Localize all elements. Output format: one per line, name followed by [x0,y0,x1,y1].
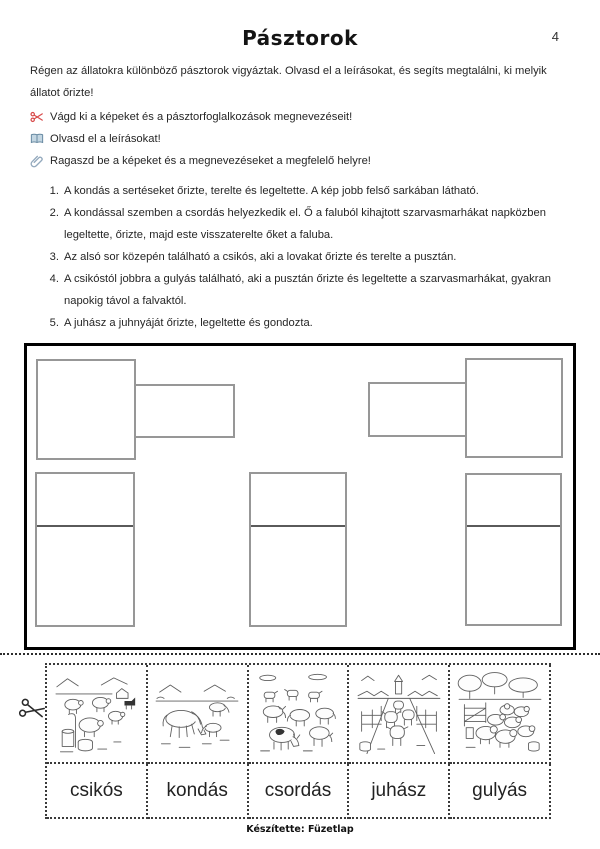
instruction-read [30,128,578,150]
card-image-village-road [349,665,450,764]
clue-number: 3. [49,251,59,263]
clue-number: 2. [49,207,59,219]
instruction-glue-text: Ragaszd be a képeket és a megnevezéseket a megfelelő helyre! [50,155,371,167]
slot-bottom-right [465,473,562,626]
instruction-cut-text: Vágd ki a képeket és a pásztorfoglalkozások megnevezéseit! [50,111,353,123]
paperclip-icon [30,154,44,168]
clue-item [45,312,578,334]
sheep-flock-with-dog-image [51,669,141,758]
slot-bottom-center [249,472,347,627]
card-label-gulyas: gulyás [450,764,551,819]
cutout-cards [45,663,551,819]
instruction-read-text: Olvasd el a leírásokat! [50,133,161,145]
cattle-herd-image [253,669,343,758]
card-image-sheep-flock [47,665,148,764]
image-slot-top-right [465,358,563,458]
instruction-glue [30,150,578,172]
clue-item [45,246,578,268]
card-image-pig-herd [450,665,551,764]
text-column [30,60,578,334]
label-slot-bottom-center [251,474,345,527]
page-title: Pásztorok [242,26,358,50]
card-label-csikos: csikós [47,764,148,819]
clue-list [45,180,578,334]
cattle-on-village-road-image [354,669,444,758]
slot-bottom-left [35,472,135,627]
label-slot-bottom-right [467,475,560,527]
card-image-cattle-herd [249,665,350,764]
footer-credit: Készítette: Füzetlap [246,824,354,835]
clue-item [45,268,578,312]
cut-line [0,653,600,655]
label-slot-top-left [134,384,235,438]
intro-paragraph: Régen az állatokra különböző pásztorok vigyáztak. Olvasd el a leírásokat, és segíts megtalálni, ki melyik állatot őrizte! [30,65,547,99]
clue-item [45,180,578,202]
clue-text: A csikóstól jobbra a gulyás található, aki a pusztán őrizte és legeltette a szarvasmarhákat, gyakran napokig távol a falvaktól. [64,273,551,307]
clue-text: A juhász a juhnyáját őrizte, legeltette és gondozta. [64,317,313,329]
clue-text: Az alsó sor közepén található a csikós, aki a lovakat őrizte és terelte a pusztán. [64,251,457,263]
clue-number: 1. [49,185,59,197]
grazing-horses-image [152,669,242,758]
pig-herd-at-gate-image [455,669,545,758]
card-label-csordas: csordás [249,764,350,819]
clue-number: 4. [49,273,59,285]
clue-item [45,202,578,246]
instruction-cut [30,106,578,128]
clue-text: A kondás a sertéseket őrizte, terelte és legeltette. A kép jobb felső sarkában látható. [64,185,479,197]
card-image-horses [148,665,249,764]
image-slot-top-left [36,359,136,460]
card-label-juhasz: juhász [349,764,450,819]
card-label-kondas: kondás [148,764,249,819]
page-number: 4 [551,29,559,44]
label-slot-bottom-left [37,474,133,527]
book-icon [30,132,44,146]
clue-text: A kondással szemben a csordás helyezkedik el. Ő a faluból kihajtott szarvasmarhákat napközben legeltette, őrizte, majd este visszaterelte őket a faluba. [64,207,546,241]
clue-number: 5. [49,317,59,329]
scissors-icon [30,110,44,124]
label-slot-top-right [368,382,467,437]
